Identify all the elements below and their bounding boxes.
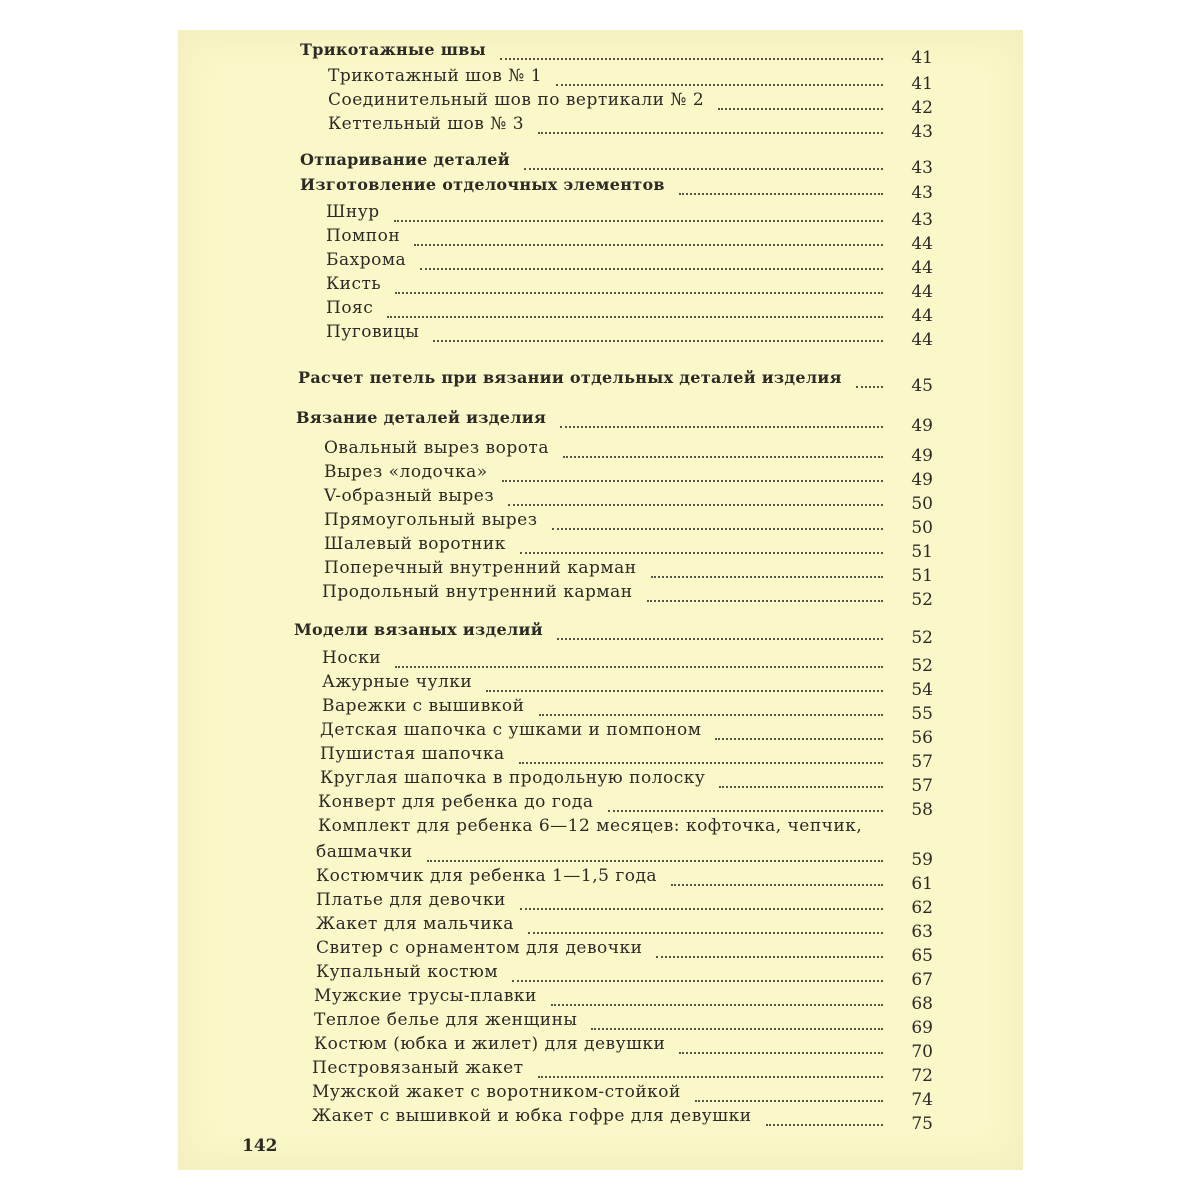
entry-title: Бахрома: [326, 250, 407, 270]
entry-title: Кеттельный шов № 3: [328, 114, 525, 134]
toc-section: [178, 620, 1023, 648]
page-number: 142: [242, 1136, 278, 1156]
toc-entry: [178, 768, 1023, 796]
entry-title: Комплект для ребенка 6—12 месяцев: кофточка, чепчик,: [318, 816, 863, 836]
toc-entry: [178, 1106, 1023, 1134]
entry-page-number: 75: [911, 1114, 933, 1134]
dot-leader: [427, 850, 883, 862]
toc-entry: [178, 250, 1023, 278]
entry-page-number: 52: [911, 656, 933, 676]
entry-title: Мужской жакет с воротником-стойкой: [312, 1082, 681, 1102]
entry-title: Носки: [322, 648, 382, 668]
entry-title: Костюмчик для ребенка 1—1,5 года: [316, 866, 658, 886]
dot-leader: [538, 122, 883, 134]
entry-title: Модели вязаных изделий: [294, 620, 543, 639]
toc-entry: [178, 938, 1023, 966]
entry-title: Конверт для ребенка до года: [318, 792, 594, 812]
entry-title: Теплое белье для женщины: [314, 1010, 578, 1030]
entry-title: Расчет петель при вязании отдельных деталей изделия: [298, 368, 842, 387]
dot-leader: [486, 680, 883, 692]
entry-title: Пушистая шапочка: [320, 744, 505, 764]
toc-entry: [178, 866, 1023, 894]
entry-page-number: 43: [911, 158, 933, 178]
entry-page-number: 50: [911, 494, 933, 514]
dot-leader: [519, 752, 883, 764]
entry-page-number: 52: [911, 628, 933, 648]
entry-title: Соединительный шов по вертикали № 2: [328, 90, 705, 110]
dot-leader: [512, 970, 883, 982]
entry-title: Пестровязаный жакет: [312, 1058, 524, 1078]
toc-section: [178, 150, 1023, 178]
entry-page-number: 52: [911, 590, 933, 610]
dot-leader: [556, 74, 883, 86]
dot-leader: [394, 210, 883, 222]
entry-title: Платье для девочки: [316, 890, 506, 910]
entry-title: Помпон: [326, 226, 401, 246]
toc-entry: [178, 792, 1023, 820]
toc-entry: [178, 534, 1023, 562]
dot-leader: [520, 898, 883, 910]
toc-entry: [178, 816, 1023, 840]
entry-page-number: 43: [911, 210, 933, 230]
book-page: [178, 30, 1023, 1170]
entry-page-number: 51: [911, 566, 933, 586]
entry-title: Круглая шапочка в продольную полоску: [320, 768, 706, 788]
entry-page-number: 56: [911, 728, 933, 748]
entry-title: Жакет для мальчика: [316, 914, 514, 934]
entry-page-number: 49: [911, 470, 933, 490]
dot-leader: [715, 728, 883, 740]
toc-entry: [178, 914, 1023, 942]
dot-leader: [420, 258, 883, 270]
entry-page-number: 68: [911, 994, 933, 1014]
entry-title: Вырез «лодочка»: [324, 462, 488, 482]
dot-leader: [679, 1042, 883, 1054]
entry-title: Пуговицы: [326, 322, 420, 342]
entry-page-number: 61: [911, 874, 933, 894]
entry-page-number: 70: [911, 1042, 933, 1062]
entry-title: Трикотажный шов № 1: [328, 66, 543, 86]
entry-page-number: 55: [911, 704, 933, 724]
dot-leader: [433, 330, 883, 342]
dot-leader: [856, 376, 883, 388]
entry-title: Шалевый воротник: [324, 534, 506, 554]
entry-title: Поперечный внутренний карман: [324, 558, 637, 578]
entry-page-number: 49: [911, 416, 933, 436]
entry-title: Отпаривание деталей: [300, 150, 510, 169]
entry-title: Варежки с вышивкой: [322, 696, 525, 716]
toc-entry: [178, 202, 1023, 230]
dot-leader: [679, 183, 883, 195]
entry-page-number: 44: [911, 258, 933, 278]
toc-entry: [178, 648, 1023, 676]
entry-page-number: 57: [911, 752, 933, 772]
entry-page-number: 41: [911, 48, 933, 68]
dot-leader: [718, 98, 883, 110]
entry-title: Продольный внутренний карман: [322, 582, 633, 602]
entry-page-number: 45: [911, 376, 933, 396]
dot-leader: [591, 1018, 883, 1030]
toc-entry: [178, 986, 1023, 1014]
dot-leader: [557, 628, 883, 640]
dot-leader: [719, 776, 883, 788]
entry-page-number: 41: [911, 74, 933, 94]
entry-page-number: 63: [911, 922, 933, 942]
dot-leader: [500, 48, 883, 60]
toc-entry: [178, 696, 1023, 724]
entry-page-number: 65: [911, 946, 933, 966]
toc-entry: [178, 744, 1023, 772]
dot-leader: [552, 518, 883, 530]
entry-title: Жакет с вышивкой и юбка гофре для девушки: [312, 1106, 752, 1126]
entry-title: Прямоугольный вырез: [324, 510, 538, 530]
dot-leader: [539, 704, 883, 716]
toc-entry: [178, 486, 1023, 514]
toc-entry: [178, 1058, 1023, 1086]
dot-leader: [520, 542, 883, 554]
toc-entry: [178, 114, 1023, 142]
entry-page-number: 44: [911, 306, 933, 326]
entry-page-number: 51: [911, 542, 933, 562]
toc-entry: [178, 890, 1023, 918]
toc-entry: [178, 582, 1023, 610]
toc-entry: [178, 720, 1023, 748]
dot-leader: [387, 306, 883, 318]
dot-leader: [560, 416, 883, 428]
dot-leader: [414, 234, 883, 246]
entry-title: башмачки: [316, 842, 413, 862]
entry-title: Шнур: [326, 202, 380, 222]
dot-leader: [551, 994, 883, 1006]
toc-entry: [178, 66, 1023, 94]
dot-leader: [608, 800, 883, 812]
entry-page-number: 62: [911, 898, 933, 918]
entry-page-number: 44: [911, 330, 933, 350]
dot-leader: [395, 656, 883, 668]
toc-entry: [178, 322, 1023, 350]
toc-section: [178, 408, 1023, 436]
entry-title: Купальный костюм: [316, 962, 499, 982]
toc-section: [178, 40, 1023, 68]
toc-entry: [178, 510, 1023, 538]
entry-page-number: 54: [911, 680, 933, 700]
entry-page-number: 44: [911, 234, 933, 254]
entry-page-number: 59: [911, 850, 933, 870]
entry-title: Трикотажные швы: [300, 40, 486, 59]
entry-title: Кисть: [326, 274, 382, 294]
dot-leader: [538, 1066, 883, 1078]
entry-page-number: 67: [911, 970, 933, 990]
toc-entry: [178, 842, 1023, 870]
entry-title: Ажурные чулки: [322, 672, 473, 692]
dot-leader: [395, 282, 883, 294]
toc-entry: [178, 298, 1023, 326]
entry-page-number: 50: [911, 518, 933, 538]
entry-page-number: 44: [911, 282, 933, 302]
toc-entry: [178, 1082, 1023, 1110]
entry-title: Овальный вырез ворота: [324, 438, 549, 458]
entry-page-number: 49: [911, 446, 933, 466]
dot-leader: [508, 494, 883, 506]
entry-page-number: 74: [911, 1090, 933, 1110]
entry-page-number: 58: [911, 800, 933, 820]
entry-page-number: 57: [911, 776, 933, 796]
dot-leader: [766, 1114, 883, 1126]
toc-entry: [178, 438, 1023, 466]
dot-leader: [651, 566, 883, 578]
entry-title: Изготовление отделочных элементов: [300, 175, 665, 194]
toc-entry: [178, 962, 1023, 990]
dot-leader: [647, 590, 883, 602]
entry-page-number: 43: [911, 183, 933, 203]
dot-leader: [671, 874, 883, 886]
toc-section: [178, 368, 1023, 396]
toc-entry: [178, 274, 1023, 302]
toc-entry: [178, 1034, 1023, 1062]
toc-entry: [178, 672, 1023, 700]
dot-leader: [695, 1090, 883, 1102]
dot-leader: [563, 446, 883, 458]
toc-entry: [178, 462, 1023, 490]
entry-page-number: 43: [911, 122, 933, 142]
entry-page-number: 69: [911, 1018, 933, 1038]
toc-entry: [178, 90, 1023, 118]
dot-leader: [502, 470, 883, 482]
toc-entry: [178, 1010, 1023, 1038]
entry-title: V-образный вырез: [324, 486, 495, 506]
toc-entry: [178, 226, 1023, 254]
entry-page-number: 72: [911, 1066, 933, 1086]
toc-entry: [178, 558, 1023, 586]
entry-title: Вязание деталей изделия: [296, 408, 547, 427]
entry-page-number: 42: [911, 98, 933, 118]
entry-title: Детская шапочка с ушками и помпоном: [320, 720, 702, 740]
entry-title: Свитер с орнаментом для девочки: [316, 938, 643, 958]
entry-title: Костюм (юбка и жилет) для девушки: [314, 1034, 666, 1054]
dot-leader: [528, 922, 883, 934]
toc-section: [178, 175, 1023, 203]
entry-title: Мужские трусы-плавки: [314, 986, 537, 1006]
entry-title: Пояс: [326, 298, 374, 318]
dot-leader: [656, 946, 883, 958]
dot-leader: [524, 158, 883, 170]
